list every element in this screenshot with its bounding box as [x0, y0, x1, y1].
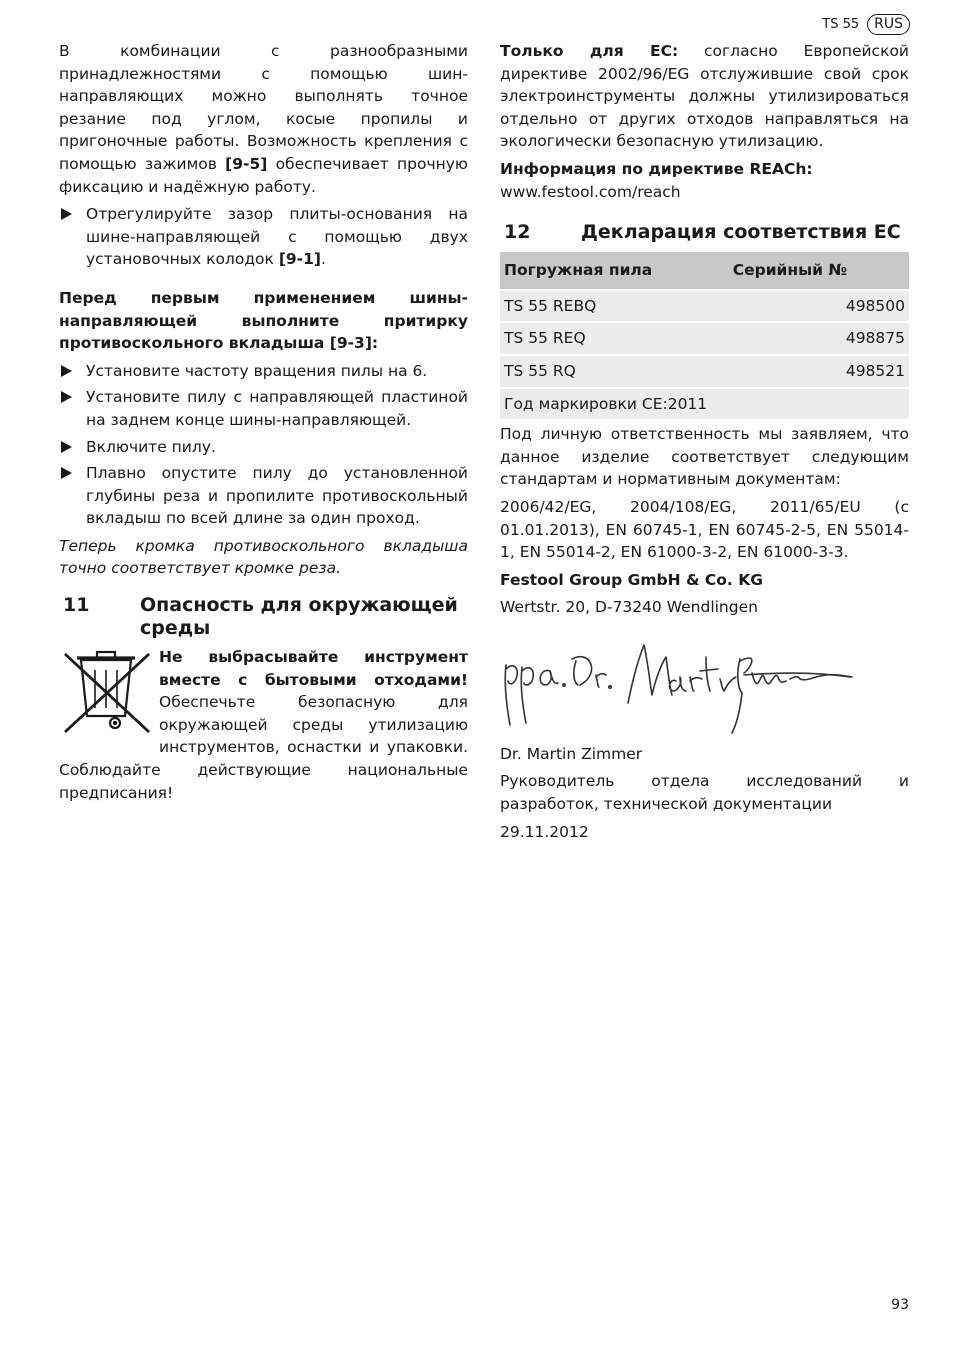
figure-ref: [9-5]: [225, 154, 268, 173]
standards-list: 2006/42/EG, 2004/108/EG, 2011/65/EU (с 01.01.2013), EN 60745-1, EN 60745-2-5, EN 55014-1, EN 55014-2, EN 61000-3-2, EN 61000-3-3.: [500, 497, 909, 562]
signer-name: Dr. Martin Zimmer: [500, 744, 643, 763]
environment-block: [59, 646, 468, 804]
conformity-statement: Под личную ответственность мы заявляем, что данное изделие соответствует следующим стандартам и нормативным документам:: [500, 425, 909, 489]
ce-year: Год маркировки CE:2011: [500, 389, 909, 420]
signer-position: Руководитель отдела исследований и разработок, технической документации: [500, 772, 909, 814]
col-header-model: Погружная пила: [500, 252, 733, 289]
company-name: Festool Group GmbH & Co. KG: [500, 570, 763, 589]
section-12-heading: [500, 221, 909, 244]
environment-text: Не выбрасывайте инструмент вместе с бытовыми отходами! Обеспечьте безопасную для окружающей среды утилизацию инструментов, оснастки и упаковки. Соблюдайте действующие национальные предписания!: [59, 648, 468, 802]
result-note: Теперь кромка противоскольного вкладыша точно соответствует кромке реза.: [59, 536, 468, 578]
section-number: 12: [504, 221, 531, 244]
page-number: 93: [891, 1297, 909, 1313]
table-row: TS 55 REQ 498875: [500, 323, 909, 354]
declaration-table: [500, 250, 909, 421]
left-column: [59, 40, 468, 809]
eu-only-paragraph: Только для ЕС: согласно Европейской директиве 2002/96/EG отслужившие свой срок электроинструменты должны утилизироваться отдельно от других отходов направляться на экологически безопасную утилизацию.: [500, 42, 909, 151]
language-badge: RUS: [867, 14, 910, 35]
list-item: Включите пилу.: [59, 436, 468, 459]
before-first-use-heading: Перед первым применением шины-направляющей выполните притирку противоскольного вкладыша [9-3]:: [59, 288, 468, 353]
reach-paragraph: [500, 158, 909, 203]
section-number: 11: [63, 594, 90, 617]
steps-list: [59, 360, 468, 530]
section-title: Опасность для окружающей среды: [140, 594, 458, 640]
figure-ref: [9-1]: [278, 250, 321, 269]
intro-paragraph: В комбинации с разнообразными принадлежностями с помощью шин-направляющих можно выполнять точное резание под углом, косые пропилы и пригоночные работы. Возможность крепления с помощью зажимов [9-5] обеспечивает прочную фиксацию и надёжную работу.: [59, 42, 468, 196]
right-column: [500, 40, 909, 848]
list-item: Отрегулируйте зазор плиты-основания на шине-направляющей с помощью двух установочных колодок [9-1].: [59, 203, 468, 271]
declaration-date: 29.11.2012: [500, 822, 589, 841]
list-item: Плавно опустите пилу до установленной глубины реза и пропилите противоскольный вкладыш по всей длине за один проход.: [59, 462, 468, 530]
page-header: [822, 14, 910, 35]
table-header-row: [500, 252, 909, 289]
company-address: Wertstr. 20, D-73240 Wendlingen: [500, 598, 758, 617]
col-header-serial: Серийный №: [733, 252, 909, 289]
list-item: Установите пилу с направляющей пластиной на заднем конце шины-направляющей.: [59, 386, 468, 431]
signature-image: [500, 633, 909, 743]
table-row: [500, 389, 909, 420]
adjust-list: [59, 203, 468, 271]
model-name: TS 55: [822, 17, 860, 32]
table-row: TS 55 RQ 498521: [500, 356, 909, 387]
reach-link[interactable]: www.festool.com/reach: [500, 182, 681, 201]
crossed-bin-icon: [59, 646, 159, 738]
section-11-heading: [59, 594, 468, 640]
list-item: Установите частоту вращения пилы на 6.: [59, 360, 468, 383]
disposal-warning: Не выбрасывайте инструмент вместе с бытовыми отходами!: [159, 648, 468, 689]
table-row: TS 55 REBQ 498500: [500, 291, 909, 322]
section-title: Декларация соответствия ЕС: [581, 221, 901, 244]
reach-label: Информация по директиве REACh:: [500, 159, 813, 178]
